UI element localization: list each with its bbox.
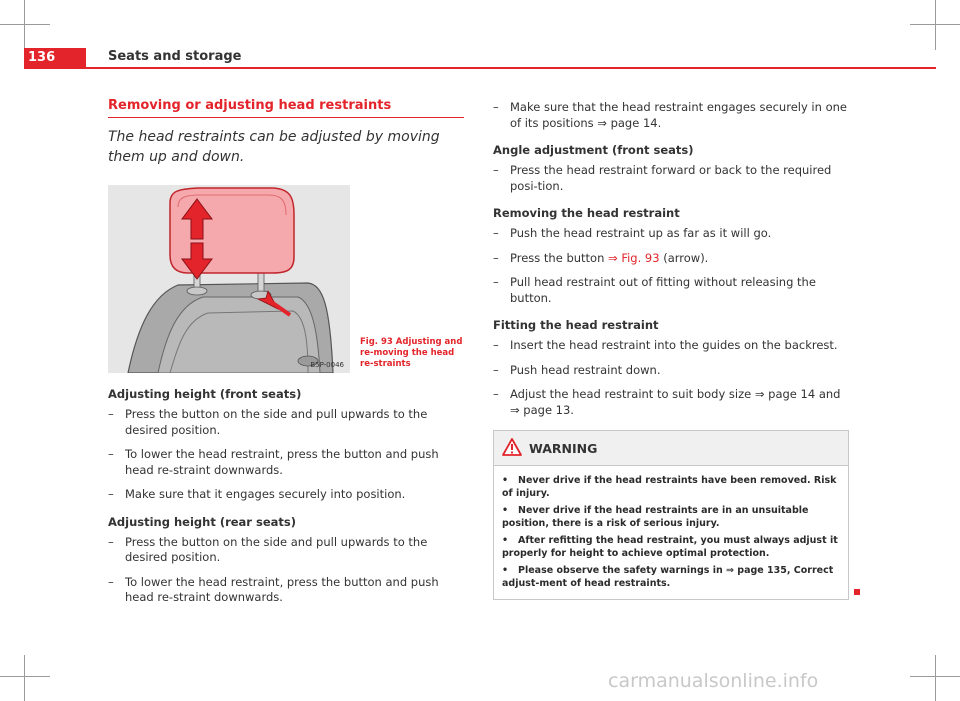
- figure-link[interactable]: ⇒ Fig. 93: [608, 250, 660, 265]
- warning-body: [494, 466, 848, 599]
- step: – Press the button ⇒ Fig. 93 (arrow).: [493, 250, 709, 265]
- crop-mark: [910, 24, 960, 25]
- step: – Make sure that it engages securely into position.: [108, 487, 406, 501]
- crop-mark: [24, 655, 25, 701]
- warning-item: • After refitting the head restraint, you must always adjust it properly for height to achieve optimal protection.: [502, 535, 838, 559]
- watermark: carmanualsonline.info: [608, 670, 819, 692]
- page-number: 136: [24, 48, 86, 68]
- crop-mark: [935, 0, 936, 50]
- step: – Press the head restraint forward or back to the required posi-tion.: [493, 163, 832, 193]
- subheading-front-height: Adjusting height (front seats): [108, 387, 302, 401]
- crop-mark: [0, 676, 50, 677]
- figure-93: [108, 185, 464, 375]
- figure-code: B5P-0046: [310, 361, 344, 369]
- step: – Pull head restraint out of fitting without releasing the button.: [493, 275, 816, 305]
- warning-title: WARNING: [529, 441, 598, 456]
- left-column: [108, 98, 464, 615]
- step: – Push head restraint down.: [493, 362, 661, 377]
- section-intro: The head restraints can be adjusted by moving them up and down.: [108, 129, 440, 165]
- section-end-mark: [854, 589, 860, 595]
- header-rule: [24, 67, 936, 69]
- right-column: [493, 98, 849, 600]
- crop-mark: [910, 676, 960, 677]
- step: – To lower the head restraint, press the button and push head re-straint downwards.: [108, 574, 439, 604]
- warning-item: • Please observe the safety warnings in ⇒ page 135, Correct adjust-ment of head restraints.: [502, 565, 834, 589]
- step: – Push the head restraint up as far as it will go.: [493, 226, 772, 240]
- subheading-removing: Removing the head restraint: [493, 206, 680, 220]
- subheading-angle: Angle adjustment (front seats): [493, 143, 694, 157]
- subheading-rear-height: Adjusting height (rear seats): [108, 514, 296, 529]
- crop-mark: [0, 24, 50, 25]
- step: – To lower the head restraint, press the button and push head re-straint downwards.: [108, 447, 439, 477]
- warning-item: • Never drive if the head restraints are in an unsuitable position, there is a risk of serious injury.: [502, 505, 809, 529]
- crop-mark: [935, 655, 936, 701]
- head-restraint-illustration: [108, 185, 350, 373]
- warning-header: [494, 431, 848, 466]
- step: – Insert the head restraint into the guides on the backrest.: [493, 338, 838, 352]
- step: – Make sure that the head restraint engages securely in one of its positions ⇒ page 14.: [493, 100, 847, 130]
- section-title: Removing or adjusting head restraints: [108, 98, 464, 118]
- figure-image: [108, 185, 350, 373]
- step: – Press the button on the side and pull upwards to the desired position.: [108, 534, 428, 564]
- warning-box: [493, 430, 849, 600]
- page-header-title: Seats and storage: [108, 49, 242, 64]
- warning-triangle-icon: [502, 438, 522, 456]
- step: – Press the button on the side and pull upwards to the desired position.: [108, 407, 428, 437]
- subheading-fitting: Fitting the head restraint: [493, 318, 659, 332]
- figure-caption: Fig. 93 Adjusting and re-moving the head re-straints: [360, 337, 463, 369]
- warning-item: • Never drive if the head restraints have been removed. Risk of injury.: [502, 475, 837, 499]
- step: – Adjust the head restraint to suit body size ⇒ page 14 and ⇒ page 13.: [493, 387, 841, 417]
- crop-mark: [24, 0, 25, 50]
